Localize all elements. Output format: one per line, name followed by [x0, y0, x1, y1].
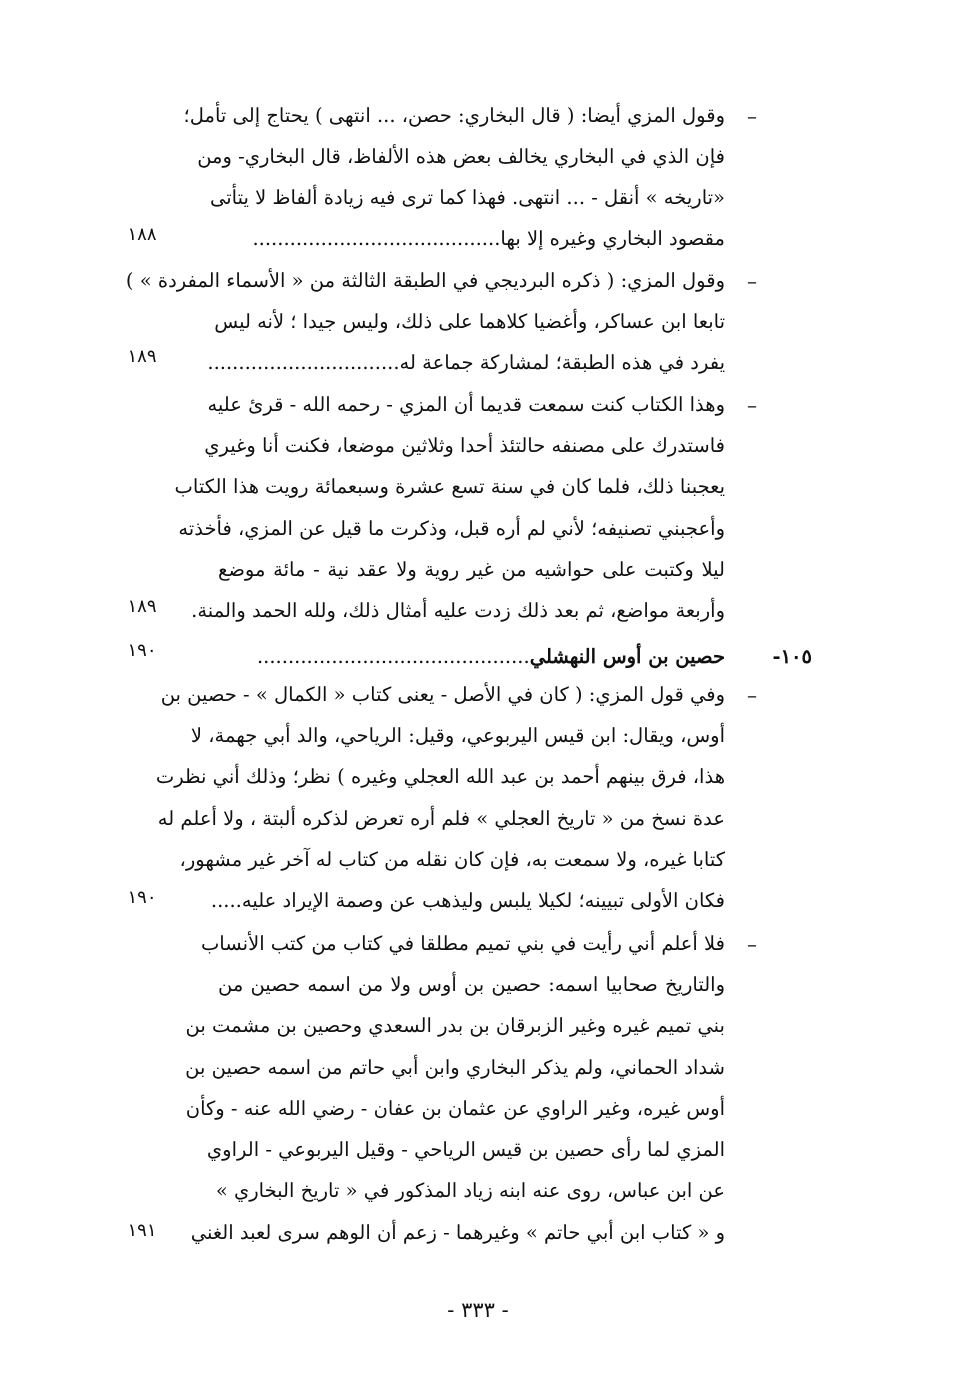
text-line: عدة نسخ من « تاريخ العجلي » فلم أره تعرض لذكره ألبتة ، ولا أعلم له: [157, 807, 725, 830]
text-line: ليلا وكتبت على حواشيه من غير روية ولا عقد نية - مائة موضع: [218, 558, 725, 581]
text-line: أوس، ويقال: ابن قيس اليربوعي، وقيل: الرياحي، والد أبي جهمة، لا: [190, 724, 725, 747]
margin-reference: ١٩١: [127, 1220, 157, 1241]
text-line: «تاريخه » أنقل - ... انتهى. فهذا كما ترى فيه زيادة ألفاظ لا يتأتى: [209, 186, 725, 209]
margin-reference: ١٨٨: [127, 224, 157, 245]
page-number: - ٣٣٣ -: [447, 1298, 509, 1322]
text-line: يفرد في هذه الطبقة؛ لمشاركة جماعة له...............................: [207, 351, 725, 374]
margin-reference: ١٩٠: [127, 887, 157, 908]
margin-reference: ١٨٩: [127, 596, 157, 617]
bullet-dash: –: [747, 932, 757, 956]
bullet-dash: –: [747, 393, 757, 417]
margin-reference: ١٨٩: [127, 346, 157, 367]
bullet-dash: –: [747, 269, 757, 293]
heading-leader-dots: ............................................: [256, 645, 530, 668]
text-line: والتاريخ صحابيا اسمه: حصين بن أوس ولا من اسمه حصين من: [218, 973, 725, 996]
text-line: أوس غيره، وغير الراوي عن عثمان بن عفان - رضي الله عنه - وكأن: [185, 1097, 725, 1120]
text-line: عن ابن عباس، روى عنه ابنه زياد المذكور في « تاريخ البخاري »: [215, 1179, 725, 1202]
bullet-dash: –: [747, 683, 757, 707]
text-line: يعجبنا ذلك، فلما كان في سنة تسع عشرة وسبعمائة رويت هذا الكتاب: [174, 475, 725, 498]
text-line: فإن الذي في البخاري يخالف بعض هذه الألفاظ، قال البخاري- ومن: [197, 145, 725, 168]
entry-number: ١٠٥-: [772, 645, 812, 668]
text-line: وأعجبني تصنيفه؛ لأني لم أره قبل، وذكرت ما قيل عن المزي، فأخذته: [178, 517, 725, 540]
text-line: المزي لما رأى حصين بن قيس الرياحي - وقيل اليربوعي - الراوي: [206, 1138, 725, 1161]
text-line: بني تميم غيره وغير الزبرقان بن بدر السعدي وحصين بن مشمت بن: [185, 1014, 725, 1037]
text-line: كتابا غيره، ولا سمعت به، فإن كان نقله من كتاب له آخر غير مشهور،: [179, 848, 725, 871]
text-line: شداد الحماني، ولم يذكر البخاري وابن أبي حاتم من اسمه حصين بن: [185, 1056, 725, 1079]
entry-heading-title: حصين بن أوس النهشلي: [529, 645, 725, 668]
text-line: فكان الأولى تبيينه؛ لكيلا يلبس وليذهب عن وصمة الإيراد عليه.....: [210, 889, 725, 912]
text-line: وأربعة مواضع، ثم بعد ذلك زدت عليه أمثال ذلك، ولله الحمد والمنة.: [191, 599, 725, 622]
text-line: تابعا ابن عساكر، وأغضيا كلاهما على ذلك، وليس جيدا ؛ لأنه ليس: [214, 310, 725, 333]
text-line: فاستدرك على مصنفه حالتئذ أحدا وثلاثين موضعا، فكنت أنا وغيري: [204, 434, 725, 457]
text-line: وقول المزي: ( ذكره البرديجي في الطبقة الثالثة من « الأسماء المفردة » ): [125, 269, 725, 292]
text-line: وقول المزي أيضا: ( قال البخاري: حصن، ... انتهى ) يحتاج إلى تأمل؛: [183, 104, 725, 127]
text-line: وهذا الكتاب كنت سمعت قديما أن المزي - رحمه الله - قرئ عليه: [207, 393, 725, 416]
entry-heading: [218, 638, 725, 676]
bullet-dash: –: [747, 104, 757, 128]
text-line: مقصود البخاري وغيره إلا بها........................................: [252, 227, 725, 250]
text-line: هذا، فرق بينهم أحمد بن عبد الله العجلي وغيره ) نظر؛ وذلك أني نظرت: [155, 765, 725, 788]
margin-reference: ١٩٠: [127, 640, 157, 661]
text-line: وفي قول المزي: ( كان في الأصل - يعنى كتاب « الكمال » - حصين بن: [160, 683, 725, 706]
text-line: فلا أعلم أني رأيت في بني تميم مطلقا في كتاب من كتب الأنساب: [200, 932, 725, 955]
text-line: و « كتاب ابن أبي حاتم » وغيرهما - زعم أن الوهم سرى لعبد الغني: [190, 1221, 725, 1244]
